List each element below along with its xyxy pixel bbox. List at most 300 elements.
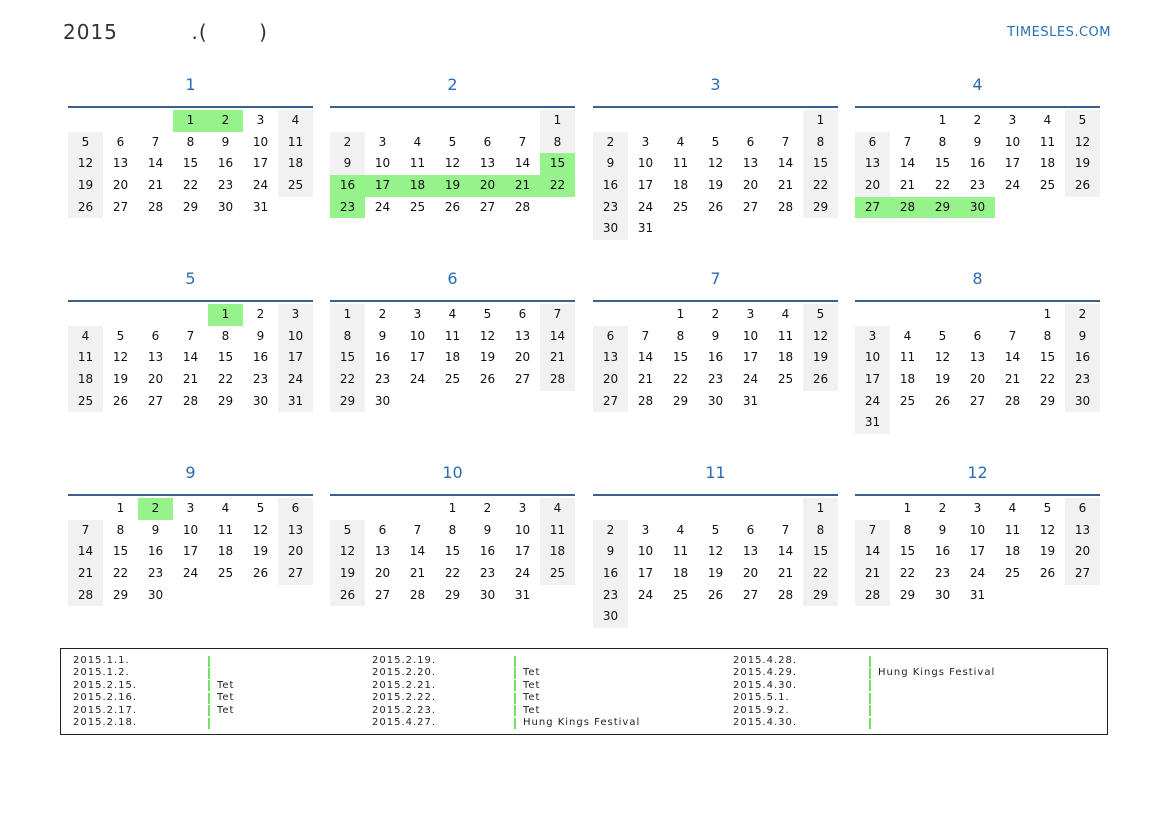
legend-row [733, 680, 995, 692]
day-cell: 10 [514, 522, 531, 537]
day-cell: 21 [777, 566, 794, 581]
day-cell: 13 [479, 156, 496, 171]
day-cell: 11 [540, 520, 575, 542]
day-cell: 10 [252, 134, 269, 149]
month-6 [330, 267, 575, 412]
day-cell: 14 [855, 541, 890, 563]
legend-row [733, 692, 995, 704]
day-cell: 18 [217, 544, 234, 559]
legend-row [372, 667, 640, 679]
day-cell: 9 [256, 328, 265, 343]
day-cell: 24 [514, 566, 531, 581]
holiday-day-cell: 16 [330, 175, 365, 197]
day-cell: 1 [116, 501, 125, 515]
day-cell: 25 [777, 372, 794, 387]
holiday-day-cell: 21 [505, 175, 540, 197]
day-cell: 28 [855, 585, 890, 607]
legend-date: 2015.4.30. [733, 679, 798, 691]
day-cell: 17 [855, 369, 890, 391]
legend-holiday-name: Tet [217, 704, 235, 716]
day-cell: 5 [711, 522, 720, 537]
empty-cell [890, 110, 925, 132]
empty-cell [925, 304, 960, 326]
day-cell: 14 [777, 156, 794, 171]
day-cell: 1 [803, 110, 838, 132]
day-cell: 2 [330, 132, 365, 154]
month-title: 2 [447, 75, 458, 94]
month-rule [330, 300, 575, 302]
legend-date: 2015.4.28. [733, 655, 798, 666]
empty-cell [855, 110, 890, 132]
day-cell: 27 [374, 587, 391, 602]
legend-marker [208, 680, 210, 691]
legend-row [733, 655, 995, 667]
empty-cell [330, 498, 365, 520]
day-cell: 14 [514, 156, 531, 171]
day-cell: 8 [448, 522, 457, 537]
empty-cell [103, 304, 138, 326]
day-cell: 7 [1008, 328, 1017, 343]
day-cell: 26 [707, 587, 724, 602]
day-cell: 12 [68, 153, 103, 175]
day-cell: 22 [444, 566, 461, 581]
day-cell: 26 [934, 393, 951, 408]
month-title: 7 [710, 269, 721, 288]
day-cell: 3 [186, 501, 195, 515]
day-cell: 17 [1004, 156, 1021, 171]
day-cell: 5 [938, 328, 947, 343]
day-cell: 3 [746, 307, 755, 321]
day-cell: 7 [781, 134, 790, 149]
day-cell: 26 [479, 372, 496, 387]
day-cell: 22 [1039, 372, 1056, 387]
day-cell: 25 [672, 199, 689, 214]
day-cell: 16 [593, 175, 628, 197]
month-title: 11 [705, 463, 726, 482]
day-cell: 11 [1039, 134, 1056, 149]
day-cell: 12 [479, 328, 496, 343]
day-cell: 31 [969, 587, 986, 602]
day-cell: 19 [112, 372, 129, 387]
day-cell: 4 [781, 307, 790, 321]
day-cell: 11 [1004, 522, 1021, 537]
empty-cell [698, 498, 733, 520]
day-cell: 12 [444, 156, 461, 171]
site-link[interactable]: TIMESLES.COM [1007, 25, 1111, 40]
day-cell: 26 [112, 393, 129, 408]
day-cell: 5 [68, 132, 103, 154]
day-cell: 6 [278, 498, 313, 520]
empty-cell [890, 304, 925, 326]
month-rule [68, 106, 313, 108]
day-cell: 14 [777, 544, 794, 559]
day-cell: 11 [217, 522, 234, 537]
day-cell: 3 [973, 501, 982, 515]
day-cell: 6 [116, 134, 125, 149]
day-cell: 30 [593, 606, 628, 628]
day-cell: 25 [409, 199, 426, 214]
day-cell: 18 [899, 372, 916, 387]
legend-date: 2015.2.15. [73, 679, 138, 691]
day-cell: 16 [593, 563, 628, 585]
day-cell: 4 [413, 134, 422, 149]
day-cell: 29 [672, 393, 689, 408]
day-cell: 31 [278, 391, 313, 413]
day-cell: 31 [252, 199, 269, 214]
day-cell: 14 [1004, 350, 1021, 365]
month-9 [68, 461, 313, 606]
legend-holiday-name: Hung Kings Festival [523, 716, 641, 728]
day-cell: 1 [803, 498, 838, 520]
day-cell: 27 [147, 393, 164, 408]
month-rule [330, 494, 575, 496]
day-cell: 28 [777, 199, 794, 214]
empty-cell [365, 110, 400, 132]
day-cell: 9 [593, 541, 628, 563]
day-cell: 15 [182, 156, 199, 171]
empty-cell [435, 110, 470, 132]
empty-cell [138, 110, 173, 132]
day-cell: 6 [378, 522, 387, 537]
day-cell: 14 [68, 541, 103, 563]
legend-date: 2015.2.21. [372, 679, 437, 691]
month-title: 5 [185, 269, 196, 288]
day-cell: 21 [182, 372, 199, 387]
day-cell: 7 [518, 134, 527, 149]
day-cell: 8 [540, 132, 575, 154]
day-cell: 29 [182, 199, 199, 214]
day-cell: 20 [742, 566, 759, 581]
month-5 [68, 267, 313, 412]
day-cell: 15 [1039, 350, 1056, 365]
day-cell: 25 [68, 391, 103, 413]
day-cell: 9 [221, 134, 230, 149]
day-cell: 15 [803, 153, 838, 175]
empty-cell [628, 110, 663, 132]
month-rule [593, 494, 838, 496]
day-cell: 28 [1004, 393, 1021, 408]
day-cell: 31 [637, 221, 654, 236]
legend-marker [208, 668, 210, 679]
day-cell: 19 [707, 566, 724, 581]
day-cell: 3 [378, 134, 387, 149]
day-cell: 12 [112, 350, 129, 365]
day-cell: 30 [593, 218, 628, 240]
legend-marker [869, 718, 871, 729]
day-cell: 18 [672, 178, 689, 193]
day-cell: 4 [676, 522, 685, 537]
empty-cell [855, 498, 890, 520]
month-4 [855, 73, 1100, 218]
day-cell: 10 [1004, 134, 1021, 149]
day-cell: 22 [899, 566, 916, 581]
empty-cell [505, 110, 540, 132]
day-cell: 9 [1065, 326, 1100, 348]
day-cell: 21 [855, 563, 890, 585]
legend-row [372, 717, 640, 729]
day-grid [593, 304, 838, 412]
day-cell: 23 [593, 585, 628, 607]
day-cell: 12 [934, 350, 951, 365]
day-cell: 6 [746, 134, 755, 149]
day-cell: 16 [969, 156, 986, 171]
day-grid [855, 304, 1100, 434]
legend-marker [514, 705, 516, 716]
day-cell: 11 [409, 156, 426, 171]
day-cell: 26 [707, 199, 724, 214]
day-cell: 4 [1008, 501, 1017, 515]
day-cell: 8 [676, 328, 685, 343]
day-cell: 23 [934, 566, 951, 581]
day-cell: 6 [746, 522, 755, 537]
legend-row [372, 705, 640, 717]
day-cell: 9 [973, 134, 982, 149]
day-grid [68, 304, 313, 412]
day-cell: 7 [641, 328, 650, 343]
day-cell: 9 [938, 522, 947, 537]
day-cell: 23 [479, 566, 496, 581]
month-title: 6 [447, 269, 458, 288]
day-cell: 13 [147, 350, 164, 365]
day-cell: 2 [256, 307, 265, 321]
day-cell: 20 [374, 566, 391, 581]
empty-cell [593, 304, 628, 326]
legend-marker [514, 693, 516, 704]
day-cell: 18 [1039, 156, 1056, 171]
day-cell: 30 [1065, 391, 1100, 413]
day-grid [68, 498, 313, 606]
empty-cell [365, 498, 400, 520]
day-cell: 26 [330, 585, 365, 607]
day-cell: 5 [483, 307, 492, 321]
empty-cell [593, 498, 628, 520]
day-cell: 13 [112, 156, 129, 171]
day-cell: 1 [540, 110, 575, 132]
day-cell: 2 [378, 307, 387, 321]
day-cell: 13 [593, 347, 628, 369]
day-cell: 2 [593, 520, 628, 542]
month-rule [593, 300, 838, 302]
month-2 [330, 73, 575, 218]
legend-date: 2015.2.17. [73, 704, 138, 716]
day-cell: 10 [637, 544, 654, 559]
day-cell: 12 [1065, 132, 1100, 154]
day-cell: 2 [483, 501, 492, 515]
day-cell: 25 [278, 175, 313, 197]
day-cell: 1 [903, 501, 912, 515]
day-cell: 5 [448, 134, 457, 149]
day-cell: 28 [68, 585, 103, 607]
empty-cell [855, 304, 890, 326]
day-cell: 29 [444, 587, 461, 602]
legend-date: 2015.4.30. [733, 716, 798, 728]
month-rule [855, 106, 1100, 108]
day-cell: 29 [803, 585, 838, 607]
day-cell: 20 [742, 178, 759, 193]
day-cell: 18 [278, 153, 313, 175]
empty-cell [628, 304, 663, 326]
day-cell: 28 [637, 393, 654, 408]
legend-row [73, 705, 234, 717]
day-cell: 24 [969, 566, 986, 581]
day-grid [330, 304, 575, 412]
day-cell: 5 [1043, 501, 1052, 515]
day-grid [593, 498, 838, 628]
legend-row [372, 655, 640, 667]
day-cell: 13 [969, 350, 986, 365]
legend-date: 2015.1.1. [73, 655, 130, 666]
day-cell: 3 [256, 113, 265, 127]
day-cell: 3 [641, 134, 650, 149]
day-cell: 4 [540, 498, 575, 520]
month-8 [855, 267, 1100, 434]
month-rule [593, 106, 838, 108]
legend-holiday-name: Tet [217, 692, 235, 704]
day-cell: 19 [707, 178, 724, 193]
holiday-day-cell: 23 [330, 197, 365, 219]
day-cell: 26 [68, 197, 103, 219]
day-cell: 20 [147, 372, 164, 387]
day-cell: 11 [672, 156, 689, 171]
empty-cell [698, 110, 733, 132]
month-rule [68, 300, 313, 302]
day-cell: 31 [514, 587, 531, 602]
day-cell: 3 [413, 307, 422, 321]
legend-holiday-name: Tet [217, 679, 235, 691]
day-cell: 11 [278, 132, 313, 154]
day-cell: 25 [540, 563, 575, 585]
day-cell: 19 [68, 175, 103, 197]
day-cell: 21 [899, 178, 916, 193]
day-cell: 13 [374, 544, 391, 559]
day-cell: 10 [637, 156, 654, 171]
day-cell: 20 [593, 369, 628, 391]
day-cell: 27 [742, 199, 759, 214]
month-title: 8 [972, 269, 983, 288]
day-cell: 2 [1065, 304, 1100, 326]
day-cell: 23 [707, 372, 724, 387]
day-cell: 1 [330, 304, 365, 326]
day-cell: 31 [742, 393, 759, 408]
holiday-day-cell: 22 [540, 175, 575, 197]
legend-date: 2015.5.1. [733, 692, 790, 704]
day-cell: 30 [707, 393, 724, 408]
month-title: 12 [967, 463, 988, 482]
day-cell: 5 [256, 501, 265, 515]
day-cell: 5 [711, 134, 720, 149]
legend-marker [208, 693, 210, 704]
day-cell: 23 [374, 372, 391, 387]
day-cell: 23 [593, 197, 628, 219]
day-cell: 8 [903, 522, 912, 537]
legend-date: 2015.2.20. [372, 667, 437, 679]
day-cell: 30 [479, 587, 496, 602]
legend-row [73, 667, 234, 679]
day-cell: 23 [1065, 369, 1100, 391]
day-cell: 4 [68, 326, 103, 348]
day-cell: 17 [514, 544, 531, 559]
day-cell: 7 [855, 520, 890, 542]
day-cell: 31 [855, 412, 890, 434]
day-cell: 28 [409, 587, 426, 602]
day-cell: 20 [969, 372, 986, 387]
day-cell: 1 [1043, 307, 1052, 321]
day-cell: 6 [518, 307, 527, 321]
day-cell: 14 [409, 544, 426, 559]
empty-cell [470, 110, 505, 132]
day-cell: 9 [151, 522, 160, 537]
day-cell: 6 [593, 326, 628, 348]
day-cell: 18 [540, 541, 575, 563]
legend-column-1 [73, 655, 234, 729]
day-cell: 8 [1043, 328, 1052, 343]
day-grid [68, 110, 313, 218]
legend-holiday-name: Hung Kings Festival [878, 667, 996, 679]
empty-cell [400, 498, 435, 520]
day-cell: 27 [479, 199, 496, 214]
day-cell: 14 [540, 326, 575, 348]
holiday-day-cell: 1 [208, 304, 243, 326]
day-grid [855, 110, 1100, 218]
day-cell: 19 [479, 350, 496, 365]
day-cell: 29 [899, 587, 916, 602]
day-cell: 22 [330, 369, 365, 391]
day-cell: 28 [147, 199, 164, 214]
day-cell: 17 [252, 156, 269, 171]
day-cell: 29 [803, 197, 838, 219]
legend-row [73, 680, 234, 692]
legend-marker [514, 680, 516, 691]
day-cell: 23 [969, 178, 986, 193]
day-cell: 19 [1065, 153, 1100, 175]
day-grid [330, 498, 575, 606]
legend-date: 2015.1.2. [73, 667, 130, 679]
day-cell: 2 [711, 307, 720, 321]
month-title: 4 [972, 75, 983, 94]
day-cell: 3 [641, 522, 650, 537]
day-cell: 17 [182, 544, 199, 559]
day-cell: 18 [444, 350, 461, 365]
day-cell: 15 [899, 544, 916, 559]
day-cell: 10 [374, 156, 391, 171]
day-cell: 20 [1065, 541, 1100, 563]
day-cell: 25 [672, 587, 689, 602]
day-cell: 29 [1039, 393, 1056, 408]
legend-row [733, 717, 995, 729]
day-cell: 9 [711, 328, 720, 343]
day-cell: 27 [112, 199, 129, 214]
legend-marker [869, 693, 871, 704]
day-cell: 3 [518, 501, 527, 515]
month-1 [68, 73, 313, 218]
month-12 [855, 461, 1100, 606]
day-cell: 24 [637, 199, 654, 214]
day-cell: 21 [637, 372, 654, 387]
day-cell: 5 [1065, 110, 1100, 132]
day-cell: 17 [742, 350, 759, 365]
day-cell: 7 [540, 304, 575, 326]
day-cell: 24 [278, 369, 313, 391]
day-cell: 4 [278, 110, 313, 132]
holiday-day-cell: 2 [208, 110, 243, 132]
day-cell: 10 [278, 326, 313, 348]
day-cell: 6 [973, 328, 982, 343]
day-cell: 8 [938, 134, 947, 149]
day-cell: 16 [147, 544, 164, 559]
empty-cell [733, 498, 768, 520]
holiday-legend [60, 648, 1108, 735]
day-cell: 15 [444, 544, 461, 559]
